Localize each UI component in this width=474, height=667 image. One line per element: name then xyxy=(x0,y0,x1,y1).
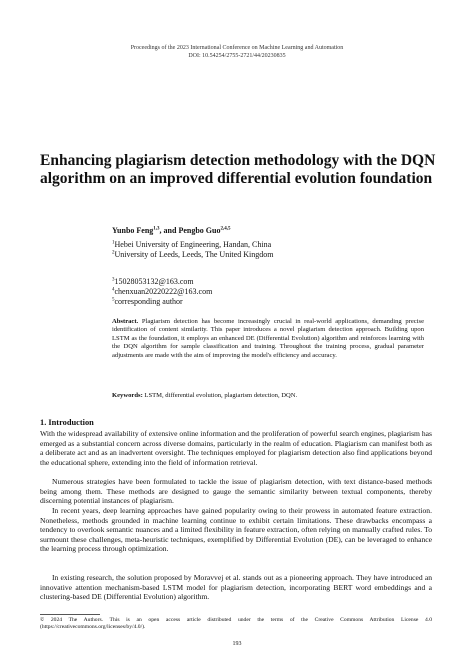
contact-line xyxy=(112,297,212,307)
author-connector: , and xyxy=(159,226,179,235)
contact-line xyxy=(112,287,212,297)
affiliation-text: University of Leeds, Leeds, The United Kingdom xyxy=(114,250,274,259)
contact-email[interactable]: chenxuan20220222@163.com xyxy=(114,287,213,296)
body-paragraph: With the widespread availability of extensive online information and the proliferation of powerful search engines, plagiarism has emerged as a substantial concern across diverse domains, particularly in the realm of education. Plagiarism can manifest both as a deliberate act and as an inadvertent oversight. The techniques employed for plagiarism detection also find applications beyond the educational sphere, extending into the field of information retrieval. xyxy=(40,429,432,467)
contact-note: corresponding author xyxy=(114,297,183,306)
affiliation xyxy=(112,240,273,250)
contact-superscript: 5 xyxy=(112,297,115,303)
author-name: Pengbo Guo xyxy=(178,226,221,235)
author-list xyxy=(112,226,230,235)
author-superscript: 1,3 xyxy=(153,226,160,232)
body-paragraph: Numerous strategies have been formulated to tackle the issue of plagiarism detection, with text distance-based methods being among them. These methods are designed to gauge the semantic similarity between textual components, thereby discerning potential instances of plagiarism. xyxy=(40,477,432,505)
body-paragraph: In existing research, the solution proposed by Moravvej et al. stands out as a pioneering approach. They have introduced an innovative attention mechanism-based LSTM model for plagiarism detection, incorporating BERT word embeddings and a clustering-based DE (Differential Evolution) algorithm. xyxy=(40,573,432,601)
affiliation-text: Hebei University of Engineering, Handan, China xyxy=(114,240,272,249)
contact-line xyxy=(112,277,212,287)
author-name: Yunbo Feng xyxy=(112,226,154,235)
keywords-text: LSTM, differential evolution, plagiarism detection, DQN. xyxy=(142,392,298,399)
abstract xyxy=(112,318,424,360)
contact-email[interactable]: 15028053132@163.com xyxy=(114,277,194,286)
author-superscript: 2,4,5 xyxy=(220,226,231,232)
affiliation-superscript: 2 xyxy=(112,250,115,256)
keywords-label: Keywords: xyxy=(112,392,143,399)
affiliation xyxy=(112,250,273,260)
proceedings-header xyxy=(0,44,474,60)
section-heading: 1. Introduction xyxy=(40,418,94,427)
contact-superscript: 4 xyxy=(112,287,115,293)
keywords xyxy=(112,392,424,400)
page-number: 193 xyxy=(232,641,242,647)
paper-title: Enhancing plagiarism detection methodology with the DQN algorithm on an improved differential evolution foundation xyxy=(40,152,436,187)
header-doi: DOI: 10.54254/2755-2721/44/20230835 xyxy=(188,53,286,59)
affiliation-superscript: 1 xyxy=(112,240,115,246)
contact-list xyxy=(112,277,212,307)
affiliation-list xyxy=(112,240,273,260)
footnote-divider xyxy=(40,614,100,615)
license-footer: © 2024 The Authors. This is an open access article distributed under the terms of the Creative Commons Attribution License 4.0 (https://creativecommons.org/licenses/by/4.0/). xyxy=(40,617,432,630)
abstract-text: Plagiarism detection has become increasingly crucial in real-world applications, demanding precise identification of content similarity. This paper introduces a novel plagiarism detection approach. Building upon LSTM as the foundation, it employs an enhanced DE (Differential Evolution) algorithm and reinforces learning with the DQN algorithm for sample classification and training. Throughout the training process, gradual parameter adjustments are made with the aim of improving the model's efficiency and accuracy. xyxy=(112,318,424,359)
contact-superscript: 3 xyxy=(112,277,115,283)
body-paragraph: In recent years, deep learning approaches have gained popularity owing to their prowess in automated feature extraction. Nonetheless, methods grounded in machine learning continue to exhibit certain limitations. These drawbacks encompass a tendency to overlook semantic nuances and a limited flexibility in feature extraction, often relying on manually crafted rules. To surmount these challenges, meta-heuristic techniques, exemplified by Differential Evolution (DE), can be leveraged to enhance the learning process through optimization. xyxy=(40,506,432,553)
header-conference: Proceedings of the 2023 International Conference on Machine Learning and Automation xyxy=(130,45,344,51)
abstract-label: Abstract. xyxy=(112,318,139,325)
